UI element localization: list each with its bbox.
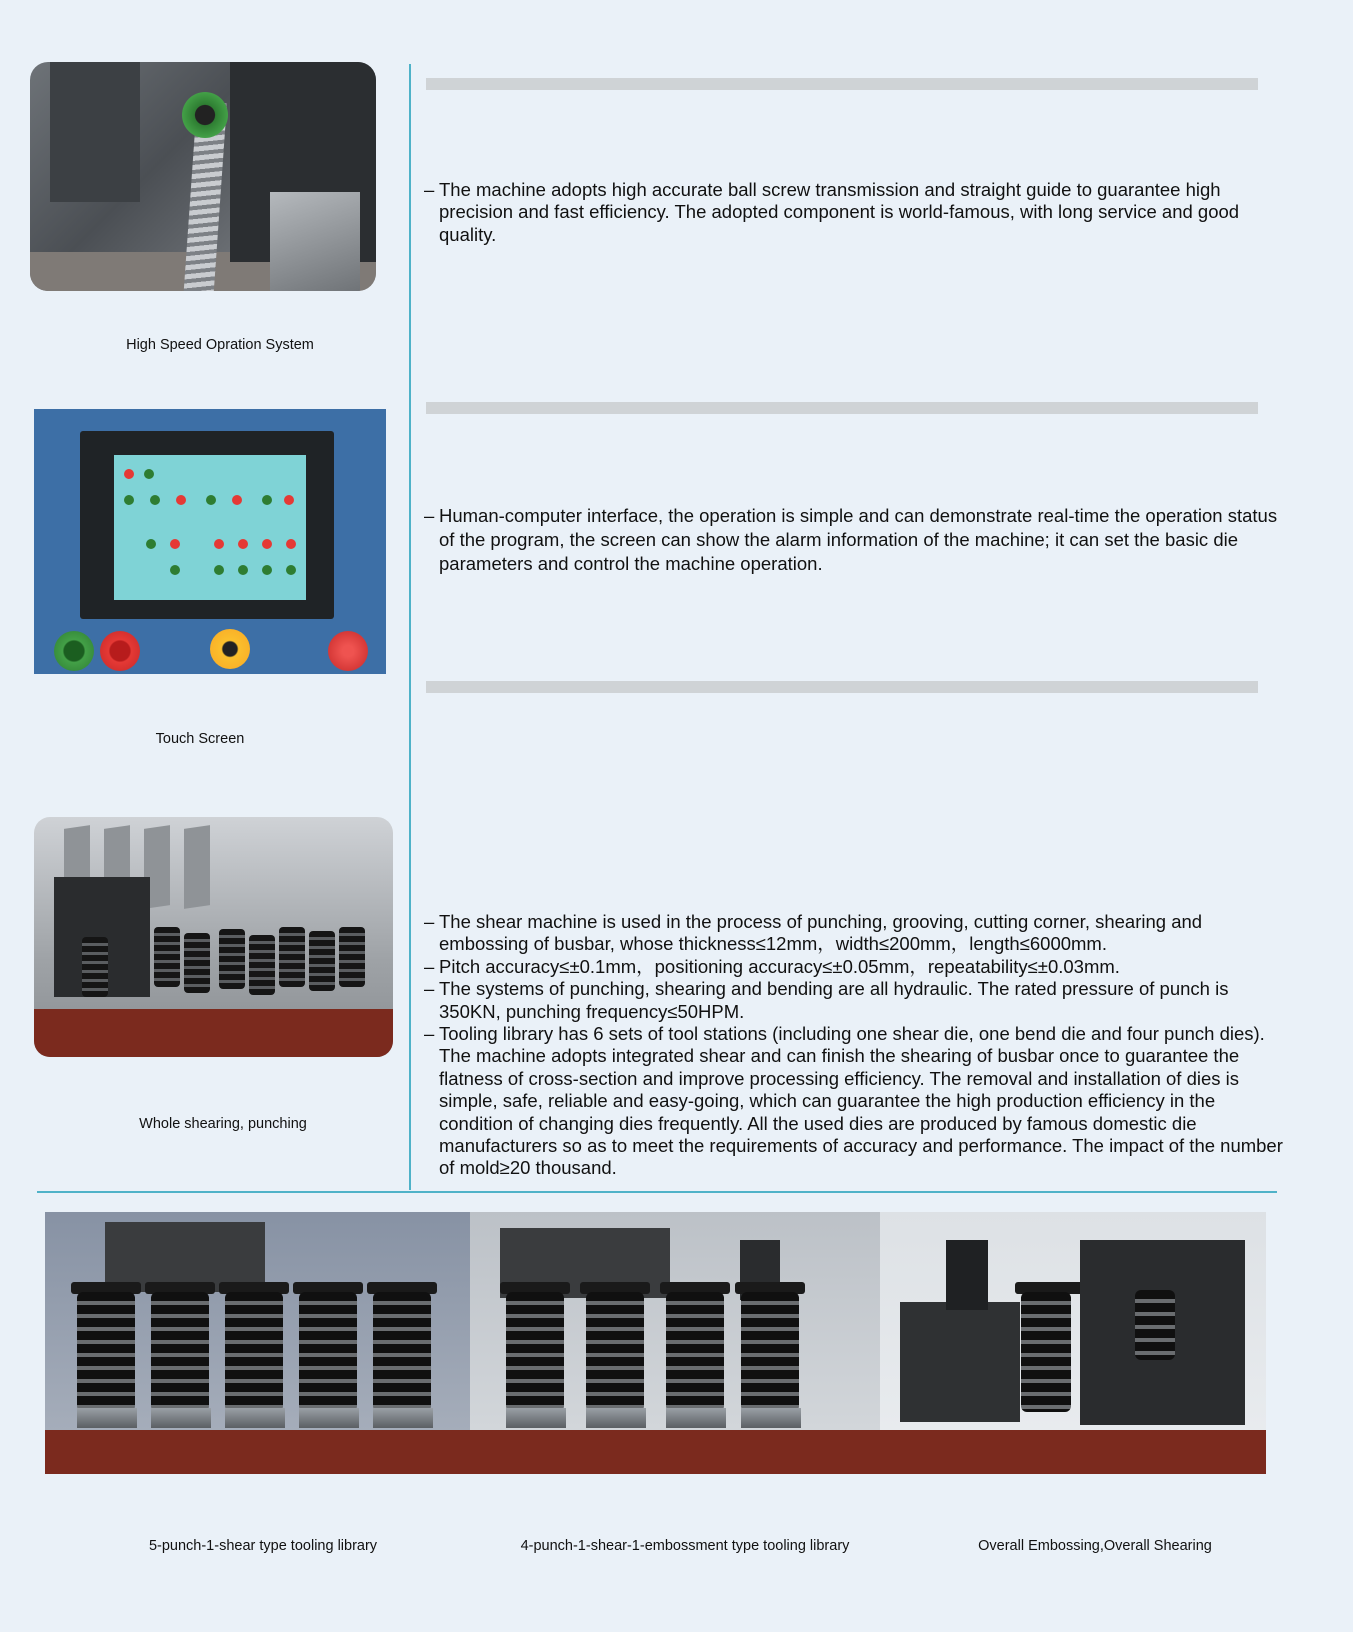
caption-touch-screen: Touch Screen	[155, 731, 245, 747]
feature-item: – The shear machine is used in the process of punching, grooving, cutting corner, shearing and embossing of busbar, whose thickness≤12mm，width≤200mm，length≤6000mm.	[424, 911, 1294, 956]
feature-list-touch-screen	[424, 504, 1294, 576]
caption-overall-embossing: Overall Embossing,Overall Shearing	[978, 1538, 1212, 1554]
vertical-divider	[409, 64, 411, 1190]
tooling-library-photo-strip	[45, 1212, 1266, 1474]
ball-screw-photo	[30, 62, 376, 291]
caption-four-punch-library: 4-punch-1-shear-1-embossment type tooling library	[520, 1538, 850, 1554]
feature-item: – The machine adopts high accurate ball screw transmission and straight guide to guarantee high precision and fast efficiency. The adopted component is world-famous, with long service and good quality.	[424, 179, 1294, 246]
feature-item: – Human-computer interface, the operation is simple and can demonstrate real-time the operation status of the program, the screen can show the alarm information of the machine; it can set the basic die parameters and control the machine operation.	[424, 504, 1294, 576]
divider-bar	[426, 402, 1258, 414]
horizontal-divider	[37, 1191, 1277, 1193]
caption-five-punch-library: 5-punch-1-shear type tooling library	[148, 1538, 378, 1554]
feature-item: – Tooling library has 6 sets of tool stations (including one shear die, one bend die and four punch dies). The machine adopts integrated shear and can finish the shearing of busbar once to guarantee the flatness of cross-section and improve processing efficiency. The removal and installation of dies is simple, safe, reliable and easy-going, which can guarantee the high production efficiency in the condition of changing dies frequently. All the used dies are produced by famous domestic die manufacturers so as to meet the requirements of accuracy and performance. The impact of the number of mold≥20 thousand.	[424, 1023, 1294, 1180]
five-punch-tooling-photo	[45, 1212, 470, 1474]
divider-bar	[426, 681, 1258, 693]
feature-list-shearing	[424, 911, 1294, 1180]
feature-item: – Pitch accuracy≤±0.1mm，positioning accuracy≤±0.05mm，repeatability≤±0.03mm.	[424, 956, 1294, 978]
caption-high-speed-system: High Speed Opration System	[126, 337, 314, 353]
divider-bar	[426, 78, 1258, 90]
feature-item: – The systems of punching, shearing and bending are all hydraulic. The rated pressure of punch is 350KN, punching frequency≤50HPM.	[424, 978, 1294, 1023]
overall-embossing-shearing-photo	[880, 1212, 1266, 1474]
touch-screen-photo	[34, 409, 386, 674]
feature-list-ball-screw	[424, 179, 1294, 246]
whole-shearing-punching-photo	[34, 817, 393, 1057]
four-punch-tooling-photo	[470, 1212, 880, 1474]
caption-whole-shearing: Whole shearing, punching	[139, 1116, 307, 1132]
